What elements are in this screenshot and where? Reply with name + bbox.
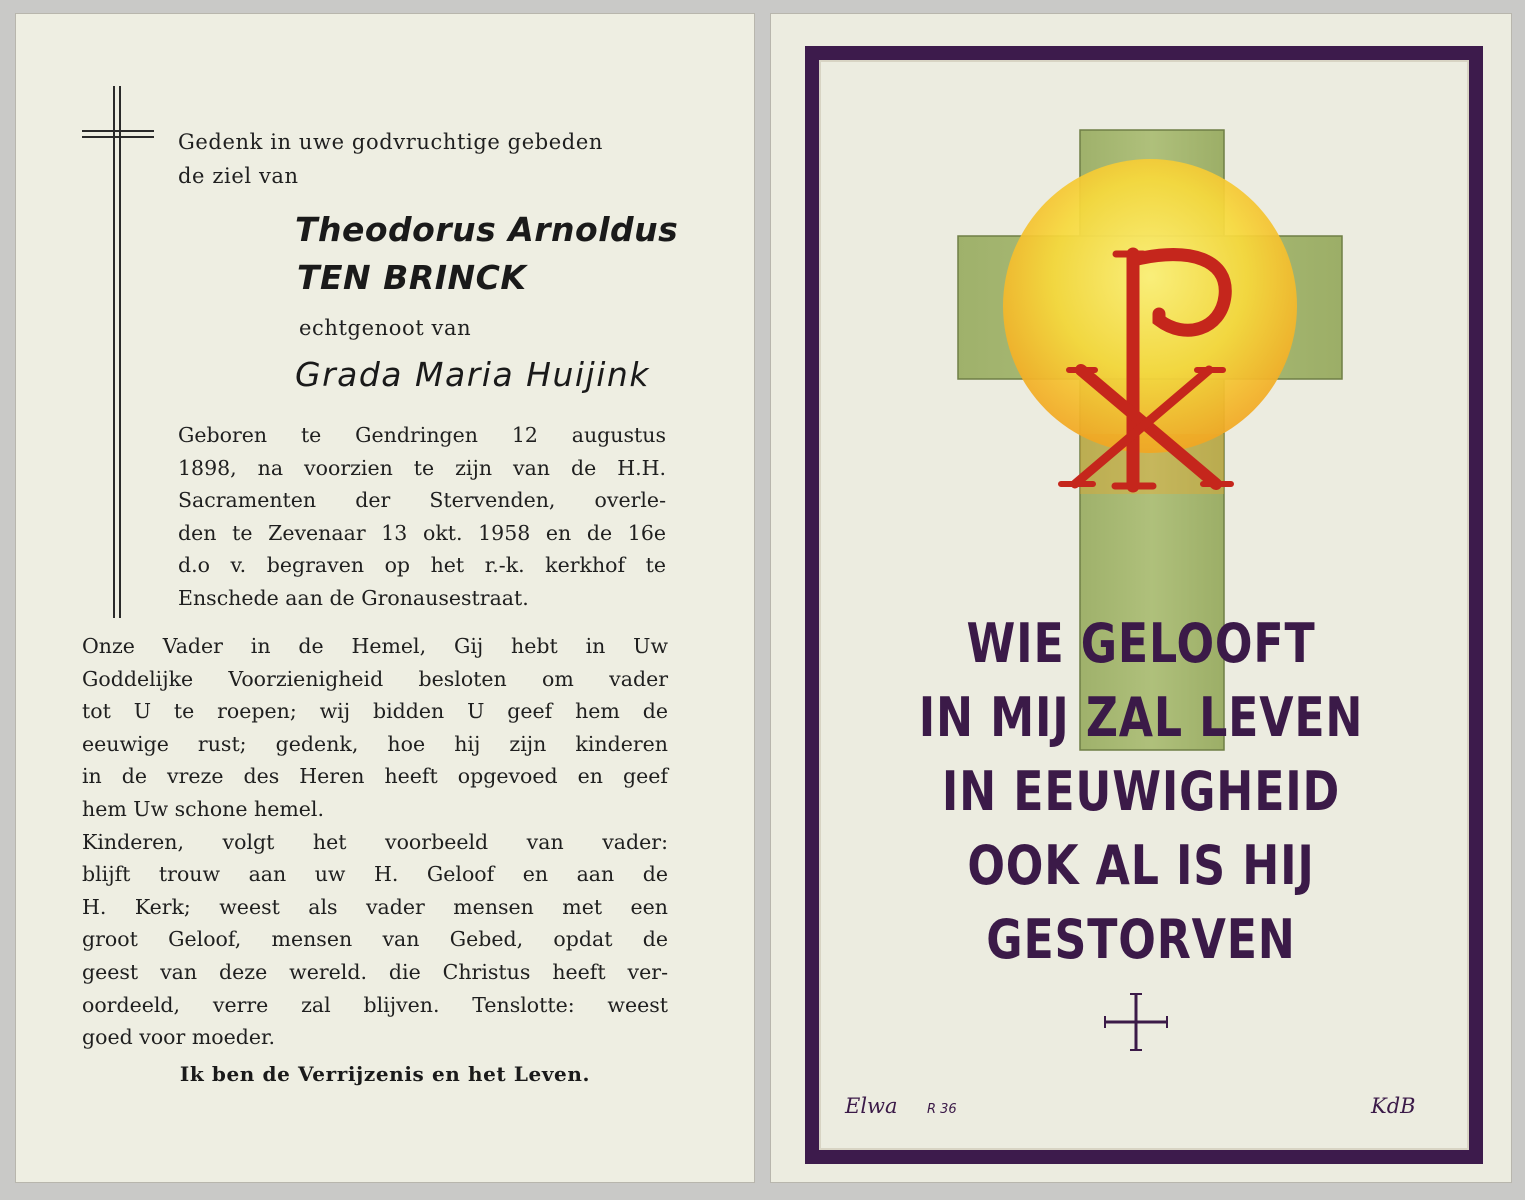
cross-bar-bottom	[82, 136, 154, 138]
biography-line: den te Zevenaar 13 okt. 1958 en de 16e	[178, 520, 666, 545]
intro-line-2: de ziel van	[178, 164, 299, 188]
deceased-surname: TEN BRINCK	[297, 258, 527, 297]
prayer-line: oordeeld, verre zal blijven. Tenslotte: weest	[82, 992, 668, 1017]
verse-line-2: IN MIJ ZAL LEVEN	[918, 686, 1364, 749]
closing-quote: Ik ben de Verrijzenis en het Leven.	[179, 1062, 591, 1086]
verse-line-4: OOK AL IS HIJ	[967, 834, 1315, 897]
cross-bar-top	[82, 130, 154, 132]
biography-line: Geboren te Gendringen 12 augustus	[178, 423, 666, 447]
prayer-line: Goddelijke Voorzienigheid besloten om vader	[82, 666, 668, 691]
cross-line-right	[119, 86, 121, 618]
prayer-line: groot Geloof, mensen van Gebed, opdat de	[82, 927, 668, 952]
golden-sun-disc	[1003, 159, 1297, 453]
verse-line-3: IN EEUWIGHEID	[941, 760, 1341, 823]
biography-line: d.o v. begraven op het r.-k. kerkhof te	[178, 553, 666, 578]
publisher-mark: Elwa	[845, 1094, 898, 1118]
spouse-name: Grada Maria Huijink	[295, 355, 650, 394]
verse-line-5: GESTORVEN	[986, 908, 1296, 971]
prayer-line: in de vreze des Heren heeft opgevoed en geef	[82, 764, 668, 789]
prayer-paragraph	[82, 630, 668, 1054]
prayer-line: H. Kerk; weest als vader mensen met een	[82, 894, 668, 919]
biography-line: Enschede aan de Gronausestraat.	[178, 585, 529, 610]
prayer-line: hem Uw schone hemel.	[82, 796, 325, 821]
biography-line: 1898, na voorzien te zijn van de H.H.	[178, 455, 666, 480]
prayer-line: tot U te roepen; wij bidden U geef hem de	[82, 699, 668, 724]
prayer-line: blijft trouw aan uw H. Geloof en aan de	[82, 862, 668, 887]
prayer-line: Kinderen, volgt het voorbeeld van vader:	[82, 829, 668, 854]
biography-paragraph	[178, 419, 666, 615]
prayer-line: eeuwige rust; gedenk, hoe hij zijn kinderen	[82, 731, 668, 756]
spouse-intro: echtgenoot van	[299, 316, 472, 340]
intro-line-1: Gedenk in uwe godvruchtige gebeden	[178, 130, 603, 154]
biography-line: Sacramenten der Stervenden, overle-	[178, 488, 666, 513]
cross-line-left	[113, 86, 115, 618]
verse-line-1: WIE GELOOFT	[966, 612, 1316, 675]
memorial-card-text-side	[16, 14, 754, 1182]
publisher-code: R 36	[927, 1102, 957, 1117]
prayer-line: goed voor moeder.	[82, 1025, 276, 1050]
prayer-line: geest van deze wereld. die Christus heeft ver-	[82, 959, 668, 984]
deceased-first-names: Theodorus Arnoldus	[295, 210, 679, 249]
small-cross-icon	[1103, 992, 1169, 1052]
prayer-line: Onze Vader in de Hemel, Gij hebt in Uw	[82, 634, 668, 658]
memorial-card-image-side	[771, 14, 1511, 1182]
artist-signature: KdB	[1371, 1094, 1416, 1118]
